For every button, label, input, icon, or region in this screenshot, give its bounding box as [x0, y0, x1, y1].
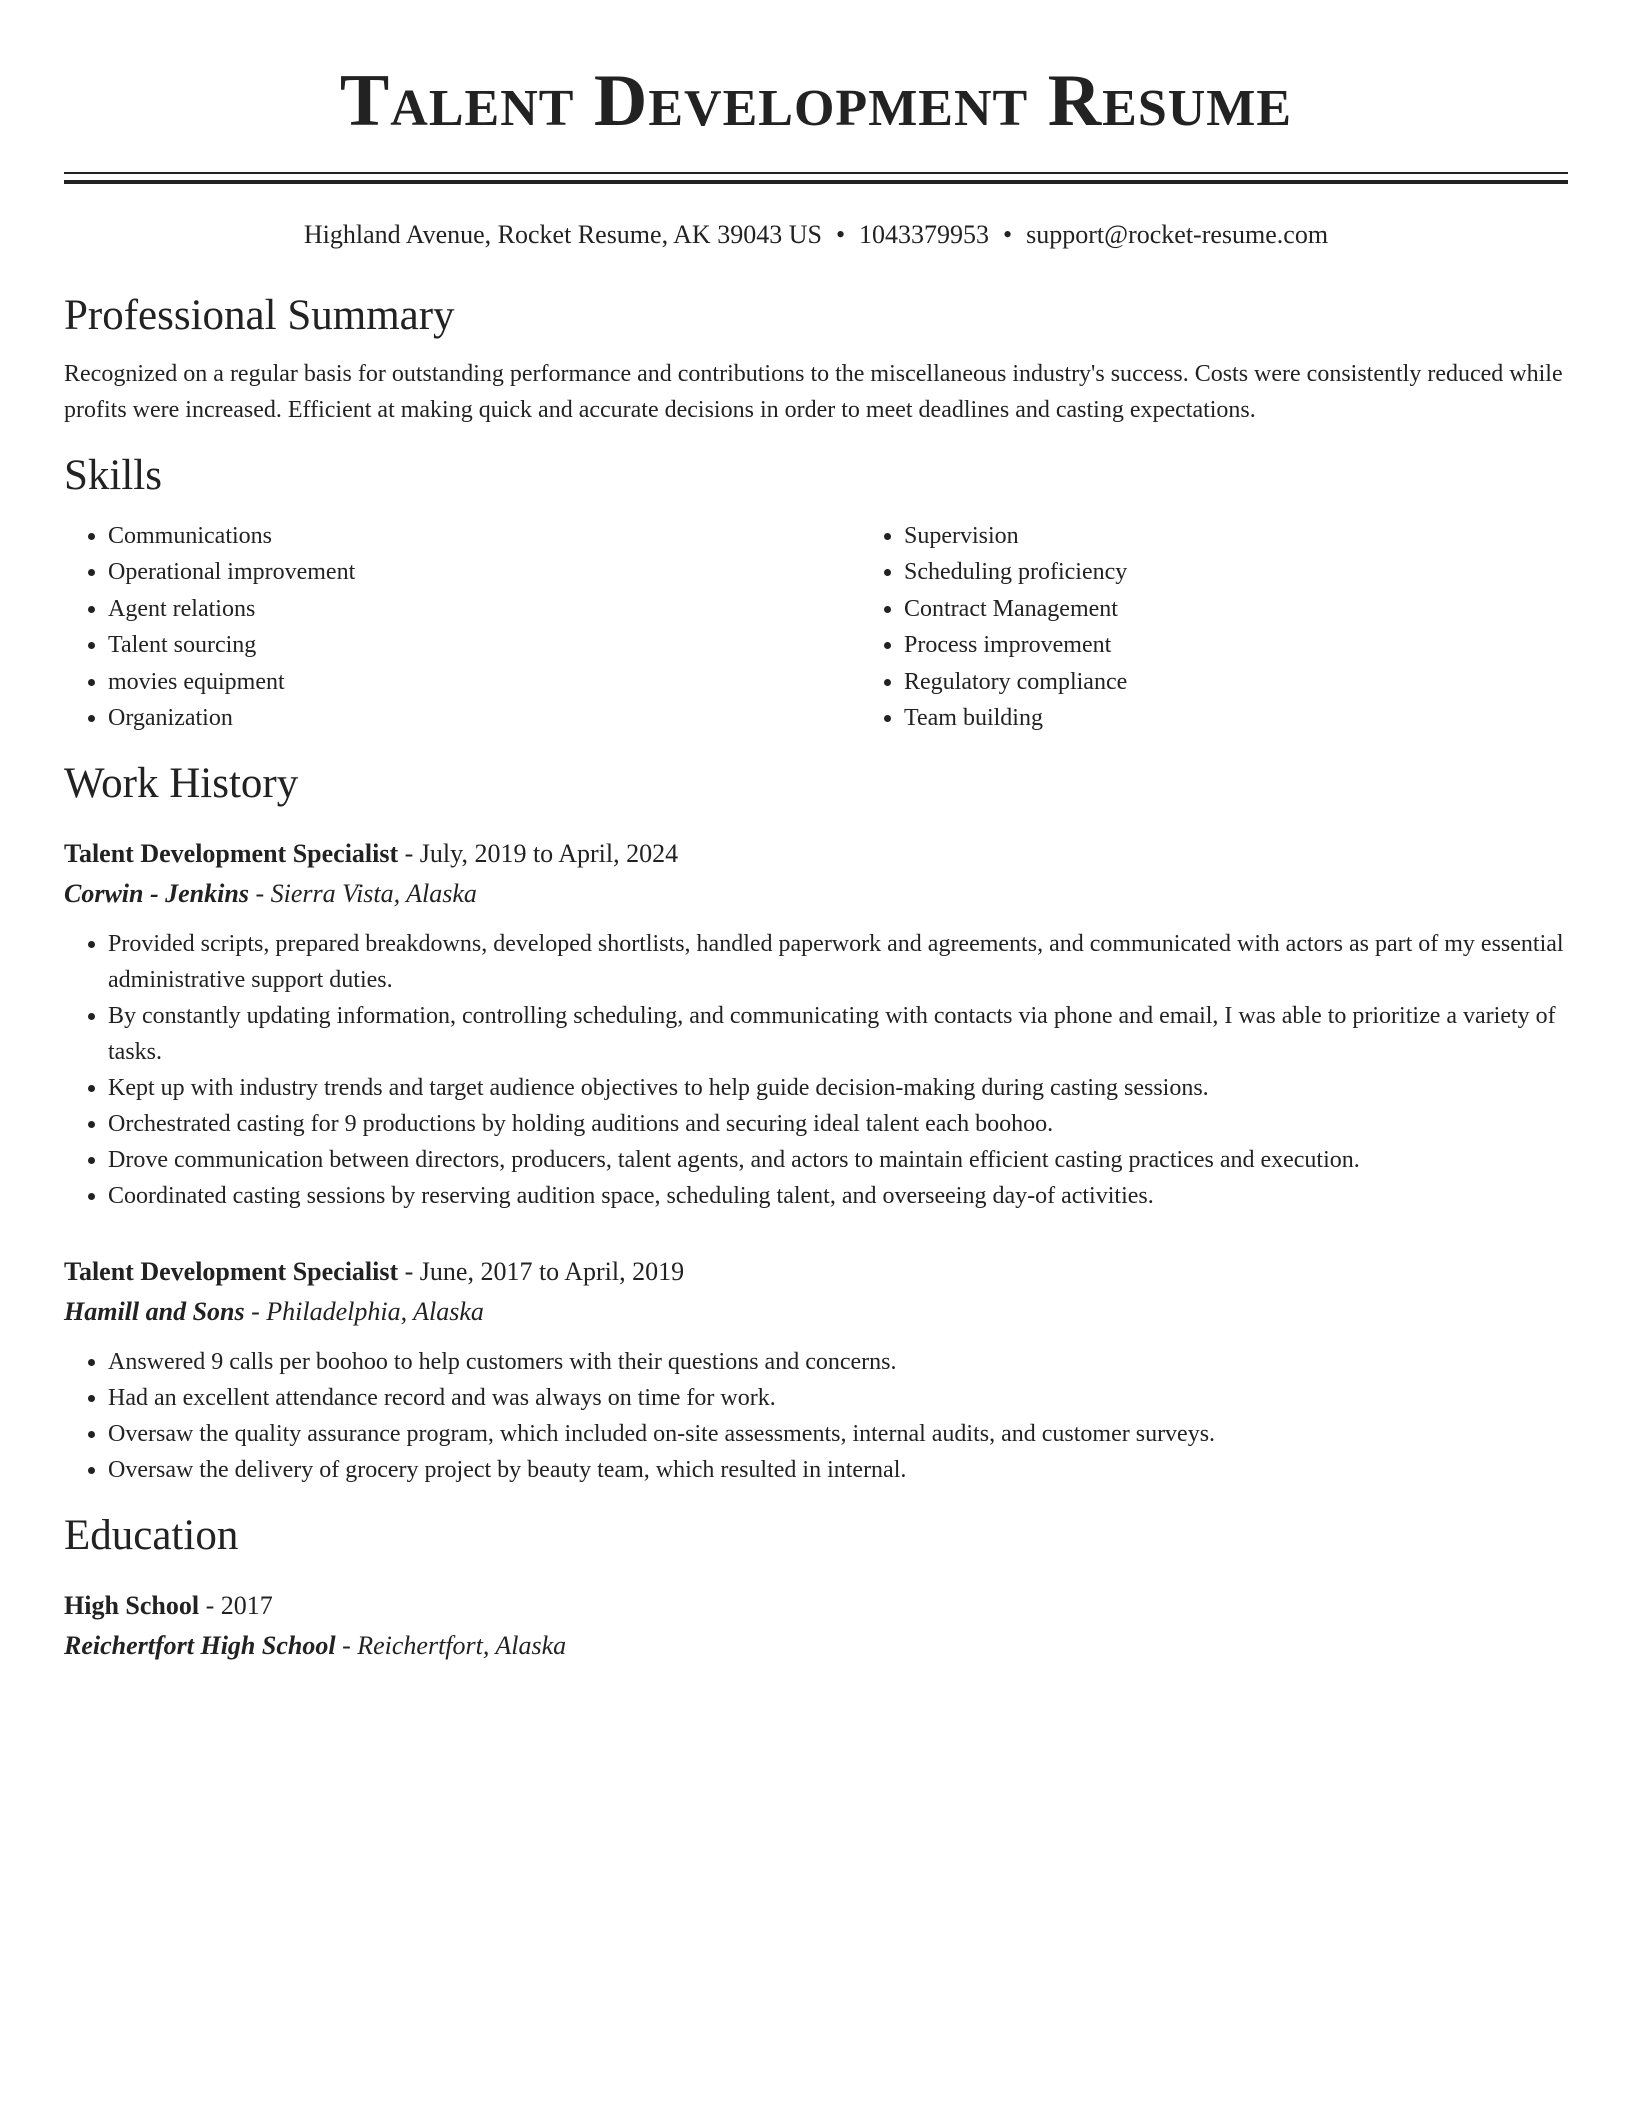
- skills-list: [64, 518, 1568, 736]
- job-duty-item: • Coordinated casting sessions by reserving audition space, scheduling talent, and overseeing day-of activities.: [108, 1178, 1568, 1214]
- education-school-line: [64, 1626, 1568, 1666]
- skill-item: • Agent relations: [108, 591, 860, 627]
- skill-item: • movies equipment: [108, 664, 860, 700]
- skill-item: • Talent sourcing: [108, 627, 860, 663]
- contact-address: Highland Avenue, Rocket Resume, AK 39043 US: [303, 220, 822, 249]
- job-header: [64, 834, 1568, 874]
- skill-item: • Organization: [108, 700, 860, 736]
- skill-item: • Communications: [108, 518, 860, 554]
- job-header: [64, 1252, 1568, 1292]
- title-rule-thin: [64, 172, 1568, 174]
- skills-column-right: [860, 518, 1632, 736]
- skill-item: • Regulatory compliance: [904, 664, 1632, 700]
- skill-item: • Operational improvement: [108, 554, 860, 590]
- resume-title: Talent Development Resume: [339, 60, 1293, 142]
- skills-column-left: [64, 518, 860, 736]
- contact-separator: •: [835, 220, 846, 249]
- contact-line: [64, 218, 1568, 252]
- education-degree: High School: [64, 1591, 200, 1621]
- job-duties: [64, 926, 1568, 1214]
- education-year: - 2017: [199, 1591, 273, 1621]
- job-duty-item: • Oversaw the delivery of grocery project by beauty team, which resulted in internal.: [108, 1452, 1568, 1488]
- section-heading-work-history: Work History: [64, 760, 299, 808]
- section-heading-summary: Professional Summary: [64, 292, 455, 339]
- contact-email: support@rocket-resume.com: [1026, 220, 1329, 249]
- skill-item: • Scheduling proficiency: [904, 554, 1632, 590]
- job-duty-item: • Drove communication between directors, producers, talent agents, and actors to maintain efficient casting practices and execution.: [108, 1142, 1568, 1178]
- education-entry: [64, 1586, 1568, 1666]
- job-duty-item: • Kept up with industry trends and target audience objectives to help guide decision-making during casting sessions.: [108, 1070, 1568, 1106]
- job-entry: [64, 834, 1568, 1214]
- section-heading-skills: Skills: [64, 452, 162, 499]
- title-rule-thick: [64, 180, 1568, 184]
- job-duty-item: • Had an excellent attendance record and was always on time for work.: [108, 1380, 1568, 1416]
- job-duties: [64, 1344, 1568, 1488]
- summary-text: Recognized on a regular basis for outstanding performance and contributions to the miscellaneous industry's success. Costs were consistently reduced while profits were increased. Efficient at making quick and accurate decisions in order to meet deadlines and casting expectations.: [64, 361, 1563, 423]
- job-dates: - July, 2019 to April, 2024: [398, 839, 679, 869]
- job-title: Talent Development Specialist: [64, 1257, 399, 1287]
- job-location: - Philadelphia, Alaska: [244, 1297, 484, 1327]
- job-duty-item: • Orchestrated casting for 9 productions by holding auditions and securing ideal talent each boohoo.: [108, 1106, 1568, 1142]
- contact-phone: 1043379953: [859, 220, 990, 249]
- skill-item: • Contract Management: [904, 591, 1632, 627]
- job-location: - Sierra Vista, Alaska: [248, 879, 477, 909]
- education-location: - Reichertfort, Alaska: [335, 1631, 567, 1661]
- job-duty-item: • Answered 9 calls per boohoo to help customers with their questions and concerns.: [108, 1344, 1568, 1380]
- job-company: Corwin - Jenkins: [64, 879, 249, 909]
- job-employer: [64, 1292, 1568, 1332]
- job-duty-item: • By constantly updating information, controlling scheduling, and communicating with contacts via phone and email, I was able to prioritize a variety of tasks.: [108, 998, 1568, 1070]
- section-heading-education: Education: [64, 1512, 239, 1560]
- job-duty-item: • Oversaw the quality assurance program, which included on-site assessments, internal audits, and customer surveys.: [108, 1416, 1568, 1452]
- job-title: Talent Development Specialist: [64, 839, 399, 869]
- skill-item: • Process improvement: [904, 627, 1632, 663]
- job-employer: [64, 874, 1568, 914]
- education-header: [64, 1586, 1568, 1626]
- job-dates: - June, 2017 to April, 2019: [398, 1257, 685, 1287]
- job-entry: [64, 1252, 1568, 1488]
- skill-item: • Supervision: [904, 518, 1632, 554]
- job-company: Hamill and Sons: [64, 1297, 245, 1327]
- contact-separator: •: [1003, 220, 1013, 249]
- job-duty-item: • Provided scripts, prepared breakdowns, developed shortlists, handled paperwork and agreements, and communicated with actors as part of my essential administrative support duties.: [108, 926, 1568, 998]
- education-school: Reichertfort High School: [64, 1631, 336, 1661]
- skill-item: • Team building: [904, 700, 1632, 736]
